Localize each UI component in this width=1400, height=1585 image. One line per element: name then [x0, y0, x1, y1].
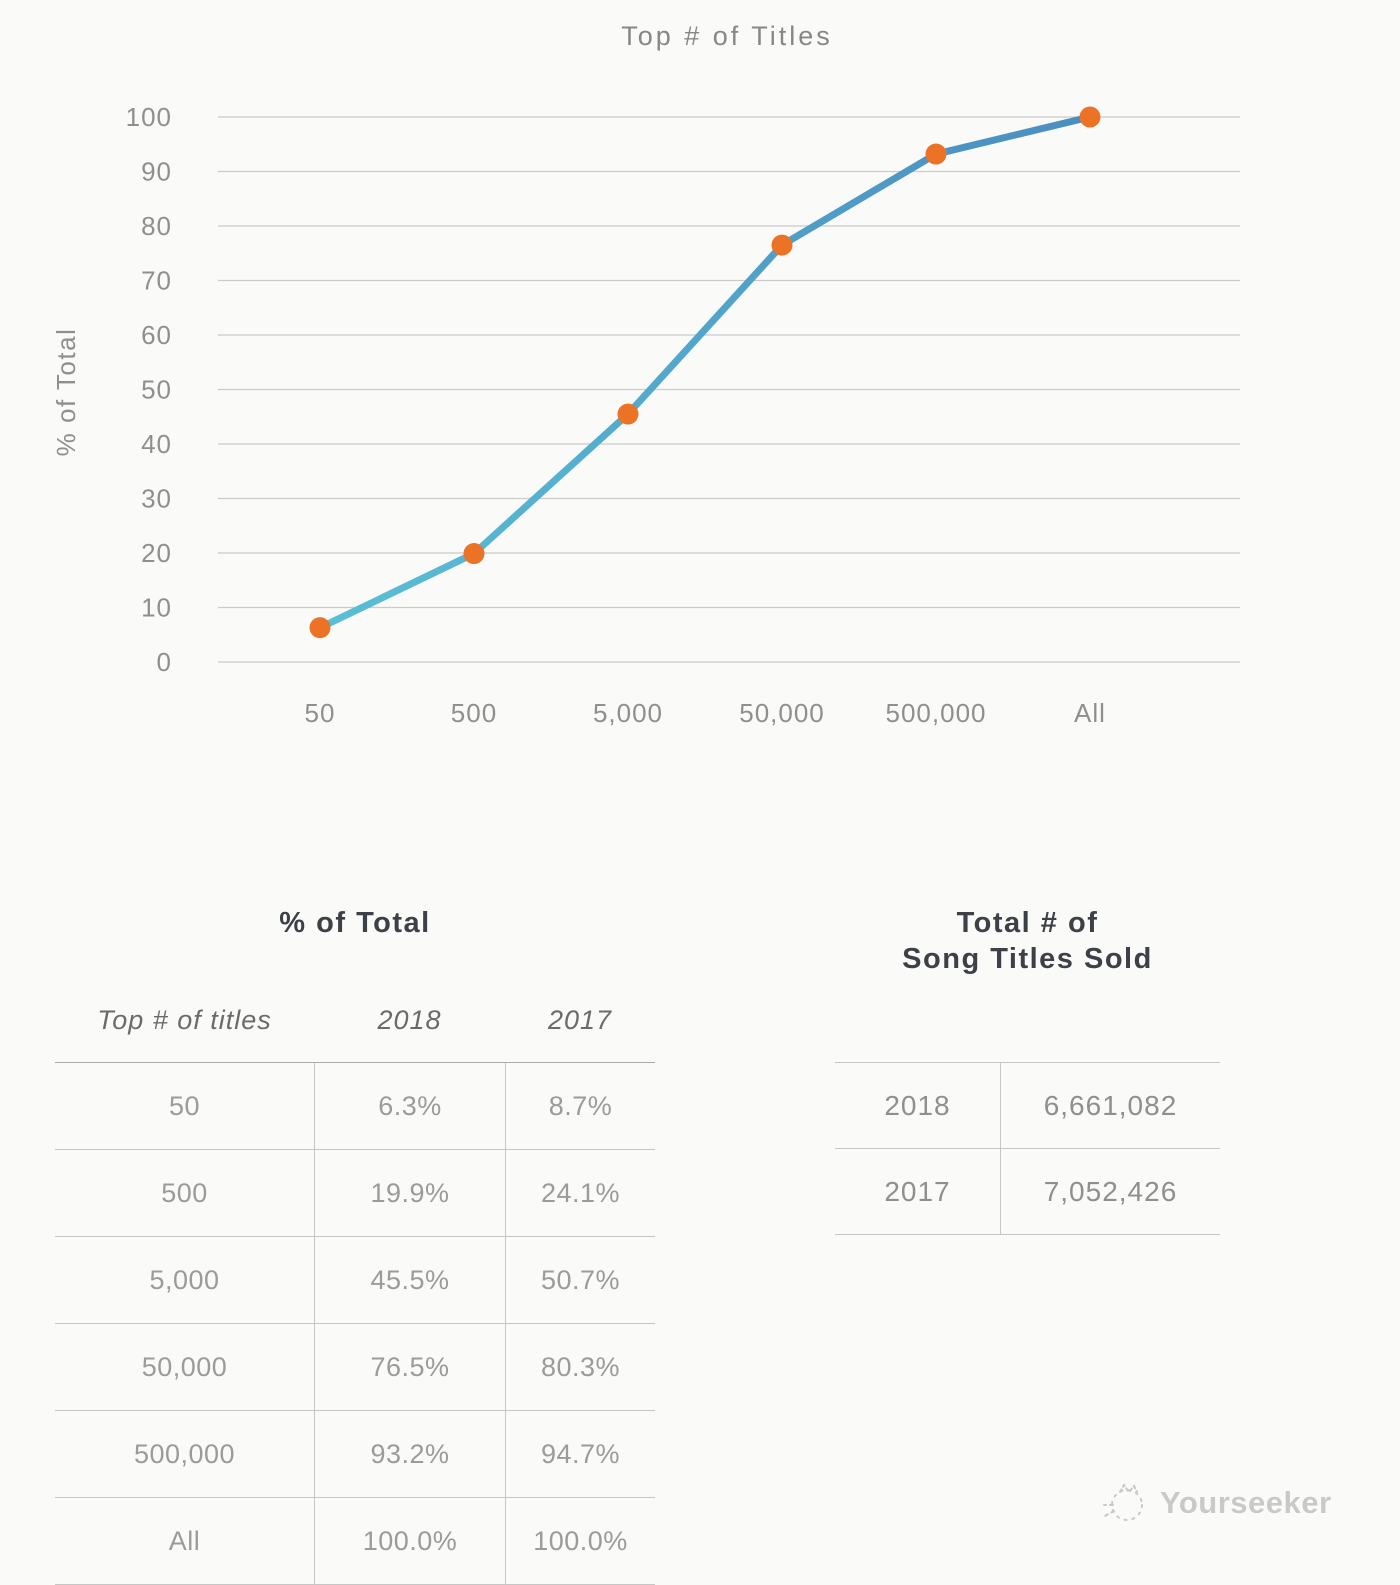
- y-tick-label: 60: [141, 320, 172, 350]
- song-titles-title-line2: Song Titles Sold: [902, 943, 1153, 975]
- y-tick-label: 80: [141, 211, 172, 241]
- watermark-label: Yourseeker: [1160, 1485, 1332, 1520]
- table-cell: 500,000: [133, 1438, 236, 1469]
- percent-of-total-table: [55, 905, 655, 1556]
- x-tick-label: 5,000: [592, 698, 664, 728]
- table-row: [835, 1149, 1220, 1235]
- song-titles-title-line1: Total # of: [956, 907, 1099, 939]
- table-cell: 93.2%: [314, 1411, 505, 1497]
- table-row: [835, 1063, 1220, 1149]
- table-row: [55, 1498, 655, 1585]
- x-tick-label: All: [1074, 698, 1106, 728]
- table-cell: 45.5%: [314, 1237, 505, 1323]
- table-cell: 100.0%: [505, 1498, 655, 1584]
- data-point: [310, 617, 331, 638]
- percent-table-title: % of Total: [279, 907, 431, 939]
- y-tick-label: 40: [141, 429, 172, 459]
- table-cell: 94.7%: [505, 1411, 655, 1497]
- x-tick-label: 500,000: [885, 698, 987, 728]
- table-cell: 24.1%: [505, 1150, 655, 1236]
- song-titles-sold-table: [835, 905, 1220, 1207]
- y-tick-label: 10: [141, 592, 172, 623]
- table-cell: 500: [161, 1177, 208, 1208]
- table-row: [55, 1411, 655, 1498]
- table-cell: 100.0%: [314, 1498, 505, 1584]
- table-row: [55, 1063, 655, 1150]
- percent-table-header: [55, 1005, 655, 1036]
- column-header-2017: 2017: [547, 1005, 613, 1035]
- column-header-top-titles: Top # of titles: [97, 1005, 272, 1035]
- yourseeker-logo-icon: [1100, 1478, 1150, 1528]
- data-point: [464, 543, 485, 564]
- y-tick-label: 20: [141, 538, 172, 568]
- y-tick-label: 50: [141, 374, 172, 405]
- percent-table-body: [55, 1062, 655, 1585]
- x-tick-label: 500: [450, 698, 498, 728]
- data-point: [1080, 107, 1101, 128]
- x-axis-ticks: [305, 698, 1106, 728]
- column-header-2018: 2018: [377, 1005, 442, 1035]
- y-tick-label: 100: [125, 102, 172, 132]
- table-row: [55, 1150, 655, 1237]
- data-point: [926, 144, 947, 165]
- table-cell: 6.3%: [314, 1063, 505, 1149]
- table-row: [55, 1237, 655, 1324]
- y-tick-label: 30: [141, 483, 172, 514]
- y-axis-ticks: [126, 102, 172, 677]
- table-cell: 8.7%: [505, 1063, 655, 1149]
- table-cell: 50,000: [141, 1351, 228, 1382]
- y-axis-label: % of Total: [51, 327, 81, 457]
- table-cell: 5,000: [149, 1264, 220, 1295]
- gridlines: [218, 117, 1240, 662]
- table-cell: 6,661,082: [1000, 1063, 1220, 1148]
- series-line: [320, 117, 1090, 628]
- y-tick-label: 0: [156, 647, 172, 677]
- y-tick-label: 90: [141, 156, 172, 187]
- data-series: [310, 107, 1101, 639]
- data-point: [618, 404, 639, 425]
- chart-title: Top # of Titles: [621, 21, 833, 51]
- table-cell: 19.9%: [314, 1150, 505, 1236]
- table-cell: 2017: [884, 1175, 951, 1207]
- table-cell: 2018: [884, 1089, 951, 1121]
- song-titles-table-title: [835, 905, 1220, 977]
- table-cell: 50.7%: [505, 1237, 655, 1323]
- x-tick-label: 50: [304, 698, 336, 728]
- watermark: [1100, 1478, 1332, 1528]
- table-cell: 50: [168, 1090, 201, 1121]
- data-point: [772, 235, 793, 256]
- table-cell: All: [168, 1525, 201, 1556]
- table-cell: 80.3%: [505, 1324, 655, 1410]
- table-row: [55, 1324, 655, 1411]
- x-tick-label: 50,000: [739, 698, 825, 728]
- song-titles-table-body: [835, 1062, 1220, 1235]
- table-cell: 76.5%: [314, 1324, 505, 1410]
- y-tick-label: 70: [141, 265, 172, 296]
- table-cell: 7,052,426: [1000, 1149, 1220, 1234]
